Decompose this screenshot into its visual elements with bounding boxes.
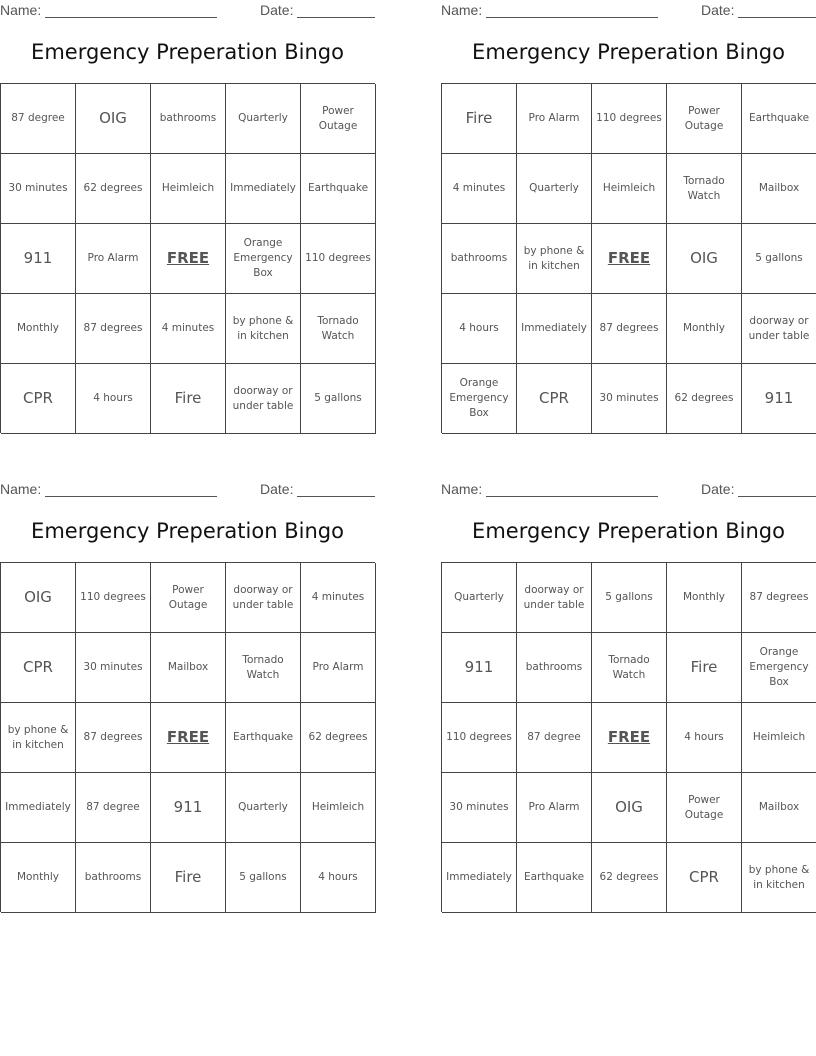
bingo-cell[interactable]: Power Outage bbox=[151, 563, 226, 633]
date-line[interactable] bbox=[738, 17, 816, 18]
card-title: Emergency Preperation Bingo bbox=[472, 40, 785, 64]
free-space[interactable]: FREE bbox=[151, 224, 226, 294]
date-line[interactable] bbox=[738, 496, 816, 497]
bingo-cell[interactable]: Quarterly bbox=[517, 154, 592, 224]
bingo-cell[interactable]: Orange Emergency Box bbox=[226, 224, 301, 294]
name-line[interactable] bbox=[486, 496, 658, 497]
date-label: Date: bbox=[701, 2, 735, 18]
bingo-cell[interactable]: by phone & in kitchen bbox=[226, 294, 301, 364]
bingo-card bbox=[441, 0, 816, 440]
date-line[interactable] bbox=[297, 496, 375, 497]
bingo-cell[interactable]: 911 bbox=[151, 773, 226, 843]
bingo-cell[interactable]: Fire bbox=[151, 843, 226, 913]
bingo-cell[interactable]: 87 degrees bbox=[592, 294, 667, 364]
bingo-cell[interactable]: 110 degrees bbox=[76, 563, 151, 633]
bingo-cell[interactable]: Earthquake bbox=[742, 84, 816, 154]
bingo-cell[interactable]: 911 bbox=[742, 364, 816, 434]
bingo-grid bbox=[0, 83, 375, 433]
bingo-cell[interactable]: doorway or under table bbox=[226, 563, 301, 633]
bingo-grid bbox=[0, 562, 375, 912]
bingo-cell[interactable]: Heimleich bbox=[592, 154, 667, 224]
bingo-cell[interactable]: doorway or under table bbox=[517, 563, 592, 633]
bingo-cell[interactable]: 4 minutes bbox=[442, 154, 517, 224]
bingo-cell[interactable]: 4 hours bbox=[301, 843, 376, 913]
name-date-header bbox=[441, 0, 816, 22]
bingo-cell[interactable]: bathrooms bbox=[517, 633, 592, 703]
name-line[interactable] bbox=[45, 496, 217, 497]
card-title: Emergency Preperation Bingo bbox=[31, 519, 344, 543]
bingo-cell[interactable]: Immediately bbox=[226, 154, 301, 224]
bingo-cell[interactable]: Pro Alarm bbox=[517, 84, 592, 154]
bingo-cell[interactable]: Heimleich bbox=[151, 154, 226, 224]
bingo-grid bbox=[441, 83, 816, 433]
date-label: Date: bbox=[260, 2, 294, 18]
bingo-cell[interactable]: Pro Alarm bbox=[76, 224, 151, 294]
bingo-cell[interactable]: Power Outage bbox=[301, 84, 376, 154]
bingo-cell[interactable]: 87 degree bbox=[1, 84, 76, 154]
name-label: Name: bbox=[0, 481, 42, 497]
bingo-cell[interactable]: Quarterly bbox=[226, 773, 301, 843]
bingo-cell[interactable]: Tornado Watch bbox=[301, 294, 376, 364]
bingo-cell[interactable]: 87 degree bbox=[76, 773, 151, 843]
bingo-cell[interactable]: 911 bbox=[1, 224, 76, 294]
name-label: Name: bbox=[0, 2, 42, 18]
bingo-cell[interactable]: 4 hours bbox=[442, 294, 517, 364]
bingo-cell[interactable]: Tornado Watch bbox=[667, 154, 742, 224]
bingo-cell[interactable]: doorway or under table bbox=[742, 294, 816, 364]
bingo-cell[interactable]: bathrooms bbox=[442, 224, 517, 294]
bingo-cell[interactable]: OIG bbox=[667, 224, 742, 294]
bingo-cell[interactable]: 30 minutes bbox=[442, 773, 517, 843]
bingo-cell[interactable]: 87 degrees bbox=[76, 703, 151, 773]
bingo-cell[interactable]: 62 degrees bbox=[301, 703, 376, 773]
bingo-cell[interactable]: 5 gallons bbox=[226, 843, 301, 913]
free-space[interactable]: FREE bbox=[592, 224, 667, 294]
card-title: Emergency Preperation Bingo bbox=[31, 40, 344, 64]
bingo-cell[interactable]: by phone & in kitchen bbox=[517, 224, 592, 294]
bingo-cell[interactable]: Tornado Watch bbox=[592, 633, 667, 703]
name-line[interactable] bbox=[486, 17, 658, 18]
bingo-cell[interactable]: 110 degrees bbox=[442, 703, 517, 773]
bingo-cell[interactable]: CPR bbox=[1, 364, 76, 434]
bingo-cell[interactable]: Fire bbox=[667, 633, 742, 703]
bingo-cell[interactable]: by phone & in kitchen bbox=[1, 703, 76, 773]
bingo-cell[interactable]: Monthly bbox=[667, 563, 742, 633]
bingo-cell[interactable]: 4 hours bbox=[76, 364, 151, 434]
bingo-cell[interactable]: Mailbox bbox=[151, 633, 226, 703]
bingo-cell[interactable]: Fire bbox=[151, 364, 226, 434]
bingo-cell[interactable]: 110 degrees bbox=[592, 84, 667, 154]
bingo-cell[interactable]: Mailbox bbox=[742, 154, 816, 224]
bingo-cell[interactable]: 30 minutes bbox=[1, 154, 76, 224]
bingo-card bbox=[441, 479, 816, 919]
bingo-cell[interactable]: Monthly bbox=[1, 843, 76, 913]
bingo-cell[interactable]: 30 minutes bbox=[592, 364, 667, 434]
bingo-grid bbox=[441, 562, 816, 912]
name-date-header bbox=[0, 0, 375, 22]
bingo-cell[interactable]: 62 degrees bbox=[76, 154, 151, 224]
bingo-cell[interactable]: Monthly bbox=[667, 294, 742, 364]
bingo-cell[interactable]: 911 bbox=[442, 633, 517, 703]
bingo-cell[interactable]: Tornado Watch bbox=[226, 633, 301, 703]
date-label: Date: bbox=[701, 481, 735, 497]
bingo-cell[interactable]: 110 degrees bbox=[301, 224, 376, 294]
bingo-cell[interactable]: Quarterly bbox=[442, 563, 517, 633]
bingo-cell[interactable]: Monthly bbox=[1, 294, 76, 364]
name-date-header bbox=[0, 479, 375, 501]
bingo-cell[interactable]: Immediately bbox=[442, 843, 517, 913]
bingo-cell[interactable]: OIG bbox=[592, 773, 667, 843]
bingo-cell[interactable]: bathrooms bbox=[151, 84, 226, 154]
bingo-cell[interactable]: 62 degrees bbox=[667, 364, 742, 434]
bingo-cell[interactable]: by phone & in kitchen bbox=[742, 843, 816, 913]
bingo-cell[interactable]: 87 degrees bbox=[742, 563, 816, 633]
name-date-header bbox=[441, 479, 816, 501]
bingo-card bbox=[0, 0, 375, 440]
name-line[interactable] bbox=[45, 17, 217, 18]
date-label: Date: bbox=[260, 481, 294, 497]
date-line[interactable] bbox=[297, 17, 375, 18]
bingo-cell[interactable]: 87 degree bbox=[517, 703, 592, 773]
bingo-cell[interactable]: Power Outage bbox=[667, 84, 742, 154]
bingo-cell[interactable]: OIG bbox=[76, 84, 151, 154]
bingo-cell[interactable]: Earthquake bbox=[226, 703, 301, 773]
bingo-cell[interactable]: CPR bbox=[517, 364, 592, 434]
bingo-cell[interactable]: Immediately bbox=[1, 773, 76, 843]
bingo-cell[interactable]: CPR bbox=[1, 633, 76, 703]
bingo-cell[interactable]: 4 minutes bbox=[151, 294, 226, 364]
bingo-cell[interactable]: Fire bbox=[442, 84, 517, 154]
bingo-card bbox=[0, 479, 375, 919]
free-space[interactable]: FREE bbox=[592, 703, 667, 773]
bingo-cell[interactable]: Immediately bbox=[517, 294, 592, 364]
bingo-cell[interactable]: Heimleich bbox=[301, 773, 376, 843]
free-space[interactable]: FREE bbox=[151, 703, 226, 773]
bingo-cell[interactable]: 4 minutes bbox=[301, 563, 376, 633]
bingo-cell[interactable]: bathrooms bbox=[76, 843, 151, 913]
bingo-cell[interactable]: Earthquake bbox=[517, 843, 592, 913]
bingo-cell[interactable]: Orange Emergency Box bbox=[442, 364, 517, 434]
bingo-cell[interactable]: 5 gallons bbox=[592, 563, 667, 633]
bingo-cell[interactable]: Quarterly bbox=[226, 84, 301, 154]
bingo-cell[interactable]: Orange Emergency Box bbox=[742, 633, 816, 703]
bingo-cell[interactable]: Power Outage bbox=[667, 773, 742, 843]
bingo-cell[interactable]: OIG bbox=[1, 563, 76, 633]
bingo-cell[interactable]: 30 minutes bbox=[76, 633, 151, 703]
bingo-cell[interactable]: 5 gallons bbox=[742, 224, 816, 294]
bingo-cell[interactable]: doorway or under table bbox=[226, 364, 301, 434]
name-label: Name: bbox=[441, 2, 483, 18]
bingo-cell[interactable]: 87 degrees bbox=[76, 294, 151, 364]
bingo-cell[interactable]: Heimleich bbox=[742, 703, 816, 773]
bingo-cell[interactable]: Earthquake bbox=[301, 154, 376, 224]
name-label: Name: bbox=[441, 481, 483, 497]
bingo-cell[interactable]: Pro Alarm bbox=[517, 773, 592, 843]
bingo-cell[interactable]: Mailbox bbox=[742, 773, 816, 843]
bingo-cell[interactable]: 4 hours bbox=[667, 703, 742, 773]
bingo-cell[interactable]: Pro Alarm bbox=[301, 633, 376, 703]
bingo-cell[interactable]: 62 degrees bbox=[592, 843, 667, 913]
card-title: Emergency Preperation Bingo bbox=[472, 519, 785, 543]
bingo-cell[interactable]: 5 gallons bbox=[301, 364, 376, 434]
bingo-cell[interactable]: CPR bbox=[667, 843, 742, 913]
